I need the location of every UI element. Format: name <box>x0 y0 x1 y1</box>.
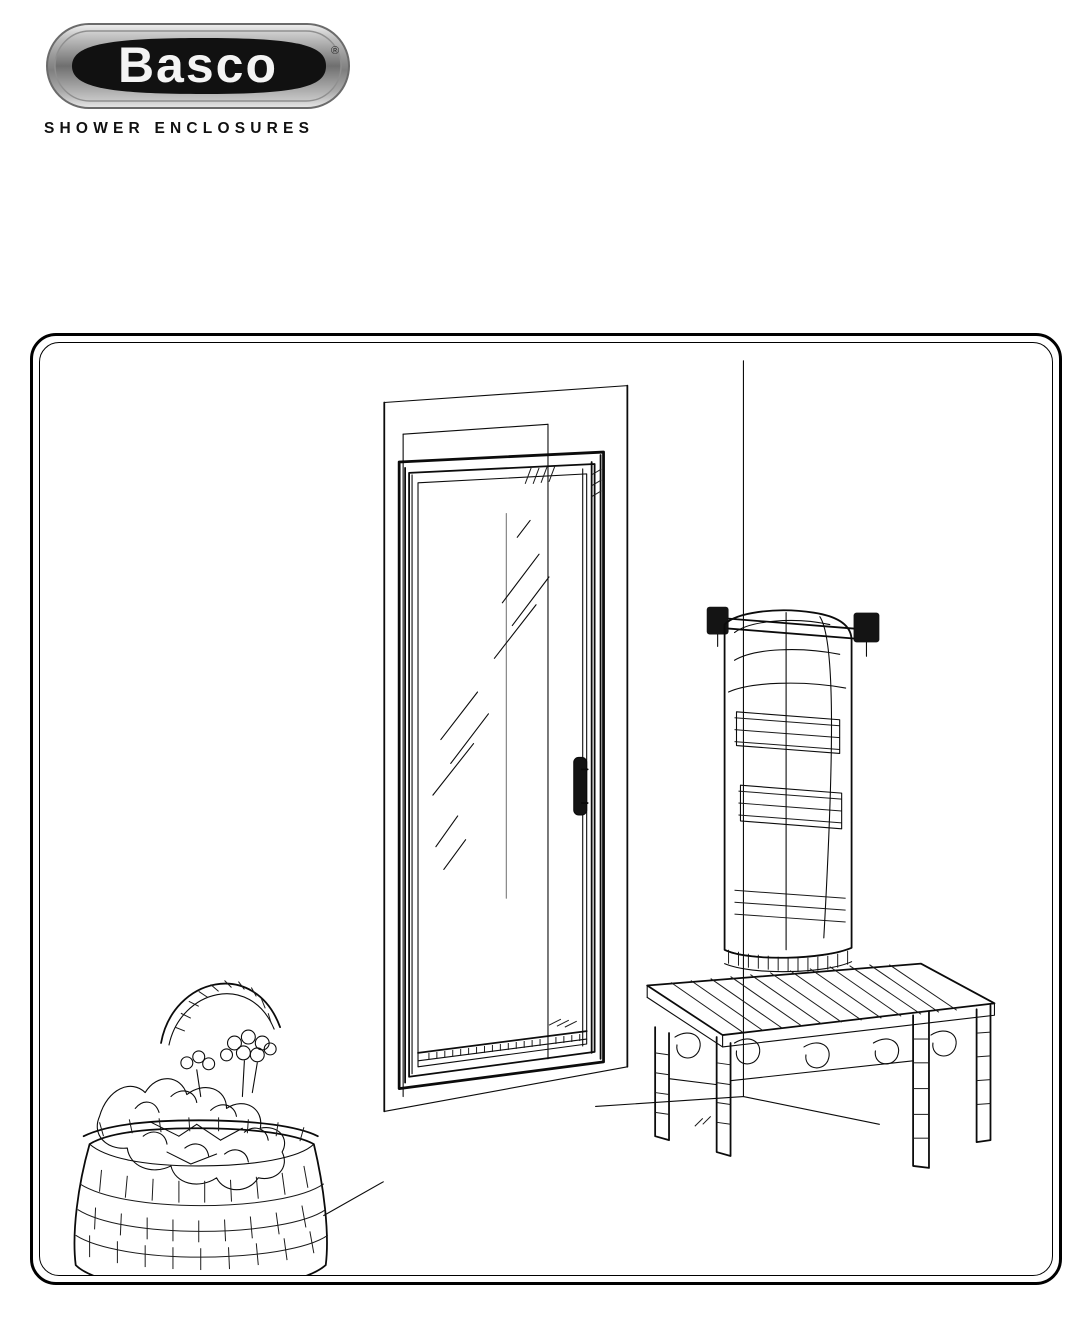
illustration-panel <box>30 333 1062 1285</box>
wicker-basket-with-plant <box>74 981 327 1275</box>
wicker-bench <box>647 964 994 1168</box>
shower-door-bathroom-scene <box>40 343 1052 1275</box>
door-handle <box>574 757 588 815</box>
glass-panel <box>422 478 584 1063</box>
illustration-panel-inner <box>39 342 1053 1276</box>
brand-tagline: SHOWER ENCLOSURES <box>44 120 315 137</box>
basco-oval-logo <box>44 18 364 114</box>
corner-wall-line <box>596 361 880 1124</box>
svg-text:®: ® <box>331 45 340 57</box>
towel-bar <box>707 607 880 657</box>
svg-text:Basco: Basco <box>117 37 279 93</box>
brand-header <box>44 18 384 138</box>
